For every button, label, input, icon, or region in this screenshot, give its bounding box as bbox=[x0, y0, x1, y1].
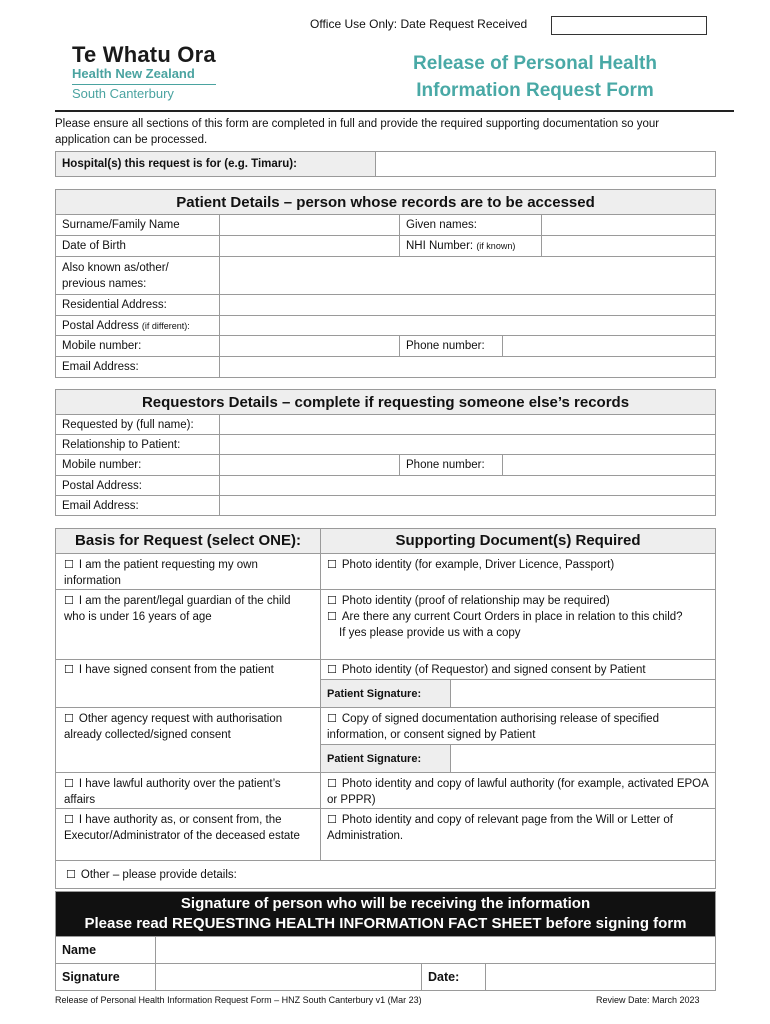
doc-option-label: Are there any current Court Orders in place in relation to this child? bbox=[341, 611, 683, 623]
phone-input[interactable] bbox=[503, 336, 715, 356]
doc-option-3[interactable] bbox=[321, 660, 716, 680]
requestor-postal-label: Postal Address: bbox=[56, 476, 220, 496]
nhi-note: (if known) bbox=[476, 241, 516, 251]
checkbox-icon[interactable]: ☐ bbox=[327, 559, 337, 571]
checkbox-icon[interactable]: ☐ bbox=[64, 595, 74, 607]
requested-by-input[interactable] bbox=[220, 415, 716, 435]
requestor-mobile-input[interactable] bbox=[220, 455, 400, 476]
dob-input[interactable] bbox=[220, 236, 400, 257]
phone-cell bbox=[400, 336, 716, 357]
signature-heading bbox=[56, 892, 716, 937]
residential-address-input[interactable] bbox=[220, 295, 716, 316]
basis-option-1[interactable] bbox=[56, 554, 321, 590]
email-label: Email Address: bbox=[56, 357, 220, 378]
basis-option-5[interactable] bbox=[56, 773, 321, 809]
mobile-input[interactable] bbox=[220, 336, 400, 357]
doc-option-label: Copy of signed documentation authorising release of specified information, or consent signed by Patient bbox=[327, 713, 659, 741]
relationship-input[interactable] bbox=[220, 435, 716, 455]
brand-divider bbox=[72, 84, 216, 85]
hospital-input[interactable] bbox=[376, 152, 716, 177]
doc-option-6[interactable] bbox=[321, 809, 716, 861]
checkbox-icon[interactable]: ☐ bbox=[327, 713, 337, 725]
signature-heading-line-1: Signature of person who will be receiving the information bbox=[180, 895, 591, 912]
signature-table bbox=[55, 891, 716, 991]
office-use-label: Office Use Only: Date Request Received bbox=[310, 17, 528, 31]
checkbox-icon[interactable]: ☐ bbox=[327, 814, 337, 826]
checkbox-icon[interactable]: ☐ bbox=[327, 611, 337, 623]
header-divider bbox=[55, 110, 734, 112]
relationship-label: Relationship to Patient: bbox=[56, 435, 220, 455]
doc-option-label: Photo identity (proof of relationship may be required) bbox=[341, 595, 610, 607]
checkbox-icon[interactable]: ☐ bbox=[64, 814, 74, 826]
dob-label: Date of Birth bbox=[56, 236, 220, 257]
name-input[interactable] bbox=[156, 937, 716, 964]
checkbox-icon[interactable]: ☐ bbox=[327, 595, 337, 607]
patient-signature-input-2[interactable] bbox=[451, 745, 716, 773]
requestor-phone-cell bbox=[400, 455, 716, 476]
form-title bbox=[380, 50, 690, 104]
postal-address-label-text: Postal Address bbox=[62, 319, 139, 332]
requestor-mobile-label: Mobile number: bbox=[56, 455, 220, 476]
date-input[interactable] bbox=[486, 964, 716, 991]
basis-option-label: I am the parent/legal guardian of the child who is under 16 years of age bbox=[64, 595, 291, 623]
basis-option-label: Other agency request with authorisation already collected/signed consent bbox=[64, 713, 283, 741]
postal-address-input[interactable] bbox=[220, 316, 716, 336]
checkbox-icon[interactable]: ☐ bbox=[64, 713, 74, 725]
doc-option-2b[interactable] bbox=[327, 609, 709, 625]
checkbox-icon[interactable]: ☐ bbox=[64, 778, 74, 790]
nhi-label-text: NHI Number: bbox=[406, 240, 474, 252]
email-input[interactable] bbox=[220, 357, 716, 378]
signature-heading-line-2: Please read REQUESTING HEALTH INFORMATION FACT SHEET before signing form bbox=[84, 915, 687, 932]
basis-option-label: I am the patient requesting my own information bbox=[64, 559, 258, 587]
doc-option-label: Photo identity (of Requestor) and signed consent by Patient bbox=[341, 663, 646, 676]
doc-option-label: Photo identity and copy of lawful authority (for example, activated EPOA or PPPR) bbox=[327, 778, 709, 806]
requestor-phone-input[interactable] bbox=[503, 455, 715, 475]
footer-review-date: Review Date: March 2023 bbox=[596, 995, 700, 1005]
hospital-label: Hospital(s) this request is for (e.g. Timaru): bbox=[56, 152, 376, 177]
footer-form-version: Release of Personal Health Information Request Form – HNZ South Canterbury v1 (Mar 23) bbox=[55, 995, 422, 1005]
patient-signature-label: Patient Signature: bbox=[321, 680, 451, 708]
basis-option-6[interactable] bbox=[56, 809, 321, 861]
patient-details-table bbox=[55, 189, 716, 378]
brand-logo-subtitle: Health New Zealand bbox=[72, 66, 195, 81]
doc-option-1[interactable] bbox=[321, 554, 716, 590]
supporting-docs-heading: Supporting Document(s) Required bbox=[321, 529, 716, 554]
intro-text: Please ensure all sections of this form are completed in full and provide the required supporting documentation so your application can be processed. bbox=[55, 118, 660, 146]
basis-option-label: I have authority as, or consent from, the Executor/Administrator of the deceased estate bbox=[64, 814, 300, 842]
doc-option-4[interactable] bbox=[321, 708, 716, 745]
form-title-line-1: Release of Personal Health bbox=[413, 53, 657, 74]
doc-option-5[interactable] bbox=[321, 773, 716, 809]
doc-option-label: Photo identity and copy of relevant page from the Will or Letter of Administration. bbox=[327, 814, 673, 842]
checkbox-icon[interactable]: ☐ bbox=[327, 663, 337, 676]
hospital-table bbox=[55, 151, 716, 177]
basis-option-4[interactable] bbox=[56, 708, 321, 773]
patient-signature-input[interactable] bbox=[451, 680, 716, 708]
signature-input[interactable] bbox=[156, 964, 422, 991]
doc-option-label: Photo identity (for example, Driver Licence, Passport) bbox=[341, 559, 615, 571]
basis-heading: Basis for Request (select ONE): bbox=[56, 529, 321, 554]
postal-address-label bbox=[56, 316, 220, 336]
form-title-line-2: Information Request Form bbox=[416, 80, 654, 101]
checkbox-icon[interactable]: ☐ bbox=[327, 778, 337, 790]
checkbox-icon[interactable]: ☐ bbox=[64, 664, 74, 676]
signature-label: Signature bbox=[56, 964, 156, 991]
basis-option-other[interactable] bbox=[56, 861, 716, 889]
basis-option-label: I have signed consent from the patient bbox=[78, 664, 274, 676]
checkbox-icon[interactable]: ☐ bbox=[66, 868, 76, 881]
patient-signature-label-2: Patient Signature: bbox=[321, 745, 451, 773]
mobile-label: Mobile number: bbox=[56, 336, 220, 357]
doc-option-2[interactable] bbox=[321, 590, 716, 660]
patient-details-heading: Patient Details – person whose records are to be accessed bbox=[56, 190, 716, 215]
aka-input[interactable] bbox=[220, 257, 716, 295]
aka-label: Also known as/other/ previous names: bbox=[56, 257, 220, 295]
checkbox-icon[interactable]: ☐ bbox=[64, 559, 74, 571]
basis-option-2[interactable] bbox=[56, 590, 321, 660]
nhi-input[interactable] bbox=[542, 236, 716, 257]
brand-logo-name: Te Whatu Ora bbox=[72, 42, 216, 67]
requestor-email-input[interactable] bbox=[220, 496, 716, 516]
name-label: Name bbox=[56, 937, 156, 964]
doc-option-2a[interactable] bbox=[327, 593, 709, 609]
requestor-details-table bbox=[55, 389, 716, 516]
given-names-label: Given names: bbox=[400, 215, 542, 236]
requested-by-label: Requested by (full name): bbox=[56, 415, 220, 435]
basis-table bbox=[55, 528, 716, 889]
surname-input[interactable] bbox=[220, 215, 400, 236]
brand-region: South Canterbury bbox=[72, 86, 174, 101]
postal-note: (if different): bbox=[141, 320, 190, 331]
basis-option-label: I have lawful authority over the patient’s affairs bbox=[64, 778, 281, 806]
surname-label: Surname/Family Name bbox=[56, 215, 220, 236]
date-received-field[interactable] bbox=[551, 16, 707, 35]
requestor-phone-label: Phone number: bbox=[400, 455, 503, 475]
doc-option-2c: If yes please provide us with a copy bbox=[339, 627, 521, 639]
basis-other-label: Other – please provide details: bbox=[80, 868, 237, 881]
date-label: Date: bbox=[422, 964, 486, 991]
basis-option-3[interactable] bbox=[56, 660, 321, 708]
residential-address-label: Residential Address: bbox=[56, 295, 220, 316]
phone-label: Phone number: bbox=[400, 336, 503, 356]
requestor-details-heading: Requestors Details – complete if requesting someone else’s records bbox=[56, 390, 716, 415]
requestor-postal-input[interactable] bbox=[220, 476, 716, 496]
given-names-input[interactable] bbox=[542, 215, 716, 236]
requestor-email-label: Email Address: bbox=[56, 496, 220, 516]
nhi-label bbox=[400, 236, 542, 257]
